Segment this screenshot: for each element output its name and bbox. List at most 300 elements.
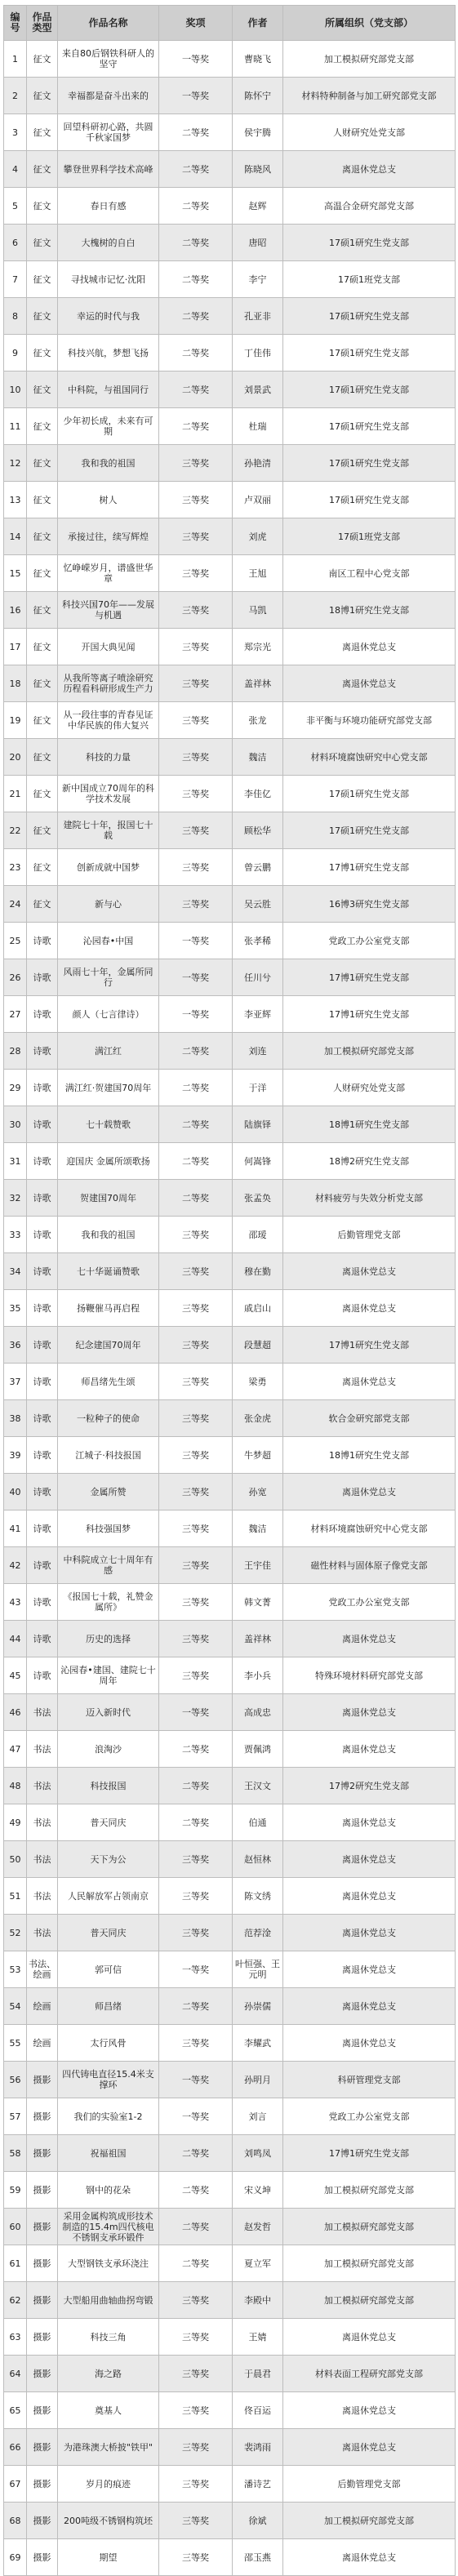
cell-title: 新中国成立70周年的科学技术发展 xyxy=(58,776,159,812)
cell-organization: 人财研究处党支部 xyxy=(283,114,456,151)
cell-number: 50 xyxy=(4,1841,27,1878)
cell-award: 一等奖 xyxy=(159,78,233,114)
cell-award: 三等奖 xyxy=(159,702,233,739)
table-body xyxy=(4,41,456,2576)
cell-category: 征文 xyxy=(27,78,58,114)
cell-title: 新与心 xyxy=(58,886,159,923)
cell-title: 春日有感 xyxy=(58,188,159,225)
cell-author: 张孟奂 xyxy=(233,1180,283,1217)
cell-category: 征文 xyxy=(27,702,58,739)
cell-number: 54 xyxy=(4,1988,27,2025)
cell-author: 李佳亿 xyxy=(233,776,283,812)
cell-number: 23 xyxy=(4,849,27,886)
cell-award: 二等奖 xyxy=(159,1988,233,2025)
cell-organization: 党政工办公室党支部 xyxy=(283,923,456,959)
cell-award: 二等奖 xyxy=(159,371,233,408)
cell-author: 陆旗铎 xyxy=(233,1106,283,1143)
table-row xyxy=(4,151,456,188)
cell-title: 幸运的时代与我 xyxy=(58,298,159,335)
cell-category: 诗歌 xyxy=(27,1070,58,1106)
table-row xyxy=(4,2539,456,2576)
cell-number: 31 xyxy=(4,1143,27,1180)
cell-category: 诗歌 xyxy=(27,1400,58,1437)
cell-category: 诗歌 xyxy=(27,1033,58,1070)
cell-title: 我们的实验室1-2 xyxy=(58,2098,159,2135)
cell-title: 为港珠澳大桥披"铁甲" xyxy=(58,2429,159,2466)
cell-award: 二等奖 xyxy=(159,2245,233,2282)
cell-category: 征文 xyxy=(27,114,58,151)
cell-category: 征文 xyxy=(27,151,58,188)
cell-organization: 18博1研究生党支部 xyxy=(283,1437,456,1474)
cell-author: 张孝稀 xyxy=(233,923,283,959)
cell-number: 41 xyxy=(4,1510,27,1547)
cell-award: 一等奖 xyxy=(159,959,233,996)
cell-award: 二等奖 xyxy=(159,298,233,335)
cell-organization: 离退休党总支 xyxy=(283,1253,456,1290)
cell-award: 三等奖 xyxy=(159,445,233,482)
cell-organization: 17博1研究生党支部 xyxy=(283,1327,456,1364)
cell-author: 郑宗光 xyxy=(233,629,283,665)
cell-category: 征文 xyxy=(27,776,58,812)
table-row xyxy=(4,335,456,371)
cell-organization: 材料疲劳与失效分析党支部 xyxy=(283,1180,456,1217)
cell-number: 67 xyxy=(4,2466,27,2503)
table-row xyxy=(4,1768,456,1804)
cell-title: 人民解放军占领南京 xyxy=(58,1878,159,1915)
cell-award: 二等奖 xyxy=(159,188,233,225)
cell-category: 诗歌 xyxy=(27,1327,58,1364)
cell-award: 二等奖 xyxy=(159,2172,233,2209)
cell-author: 刘虎 xyxy=(233,518,283,555)
header-author: 作者 xyxy=(233,6,283,41)
table-row xyxy=(4,1364,456,1400)
table-row xyxy=(4,849,456,886)
cell-number: 62 xyxy=(4,2282,27,2319)
cell-organization: 南区工程中心党支部 xyxy=(283,555,456,592)
cell-category: 征文 xyxy=(27,335,58,371)
cell-category: 诗歌 xyxy=(27,1510,58,1547)
cell-organization: 离退休党总支 xyxy=(283,2539,456,2576)
cell-author: 何嵩锋 xyxy=(233,1143,283,1180)
cell-number: 40 xyxy=(4,1474,27,1510)
cell-organization: 加工模拟研究部党支部 xyxy=(283,2172,456,2209)
table-row xyxy=(4,1621,456,1657)
cell-award: 三等奖 xyxy=(159,2466,233,2503)
cell-author: 王宇佳 xyxy=(233,1547,283,1584)
cell-author: 赵辉 xyxy=(233,188,283,225)
cell-author: 伯通 xyxy=(233,1804,283,1841)
cell-author: 王汉文 xyxy=(233,1768,283,1804)
cell-title: 一粒种子的使命 xyxy=(58,1400,159,1437)
cell-number: 55 xyxy=(4,2025,27,2062)
cell-award: 二等奖 xyxy=(159,408,233,445)
table-row xyxy=(4,2503,456,2539)
header-title: 作品名称 xyxy=(58,6,159,41)
cell-number: 3 xyxy=(4,114,27,151)
cell-number: 65 xyxy=(4,2392,27,2429)
cell-title: 中科院成立七十周年有感 xyxy=(58,1547,159,1584)
table-row xyxy=(4,1988,456,2025)
cell-award: 二等奖 xyxy=(159,261,233,298)
cell-title: 纪念建国70周年 xyxy=(58,1327,159,1364)
cell-number: 59 xyxy=(4,2172,27,2209)
table-row xyxy=(4,2172,456,2209)
table-row xyxy=(4,2025,456,2062)
cell-number: 9 xyxy=(4,335,27,371)
cell-number: 35 xyxy=(4,1290,27,1327)
cell-category: 征文 xyxy=(27,812,58,849)
cell-award: 三等奖 xyxy=(159,2429,233,2466)
cell-title: 树人 xyxy=(58,482,159,518)
cell-award: 三等奖 xyxy=(159,518,233,555)
cell-award: 一等奖 xyxy=(159,2098,233,2135)
cell-author: 孙艳清 xyxy=(233,445,283,482)
cell-title: 海之路 xyxy=(58,2356,159,2392)
table-row xyxy=(4,78,456,114)
cell-number: 69 xyxy=(4,2539,27,2576)
table-row xyxy=(4,776,456,812)
cell-category: 征文 xyxy=(27,629,58,665)
cell-number: 2 xyxy=(4,78,27,114)
cell-award: 三等奖 xyxy=(159,2503,233,2539)
cell-award: 二等奖 xyxy=(159,1731,233,1768)
cell-category: 征文 xyxy=(27,665,58,702)
table-row xyxy=(4,1915,456,1951)
cell-award: 二等奖 xyxy=(159,335,233,371)
cell-author: 孔亚非 xyxy=(233,298,283,335)
cell-author: 曾云鹏 xyxy=(233,849,283,886)
table-row xyxy=(4,1804,456,1841)
table-row xyxy=(4,371,456,408)
cell-title: 迎国庆 金属所颂歌扬 xyxy=(58,1143,159,1180)
table-row xyxy=(4,1731,456,1768)
cell-award: 二等奖 xyxy=(159,1804,233,1841)
cell-award: 三等奖 xyxy=(159,629,233,665)
cell-category: 摄影 xyxy=(27,2466,58,2503)
cell-author: 陈文绣 xyxy=(233,1878,283,1915)
header-award: 奖项 xyxy=(159,6,233,41)
cell-organization: 党政工办公室党支部 xyxy=(283,2098,456,2135)
table-row xyxy=(4,1510,456,1547)
cell-title: 大槐树的自白 xyxy=(58,225,159,261)
cell-award: 三等奖 xyxy=(159,1841,233,1878)
cell-award: 二等奖 xyxy=(159,1180,233,1217)
cell-category: 摄影 xyxy=(27,2209,58,2245)
cell-title: 攀登世界科学技术高峰 xyxy=(58,151,159,188)
cell-award: 三等奖 xyxy=(159,739,233,776)
cell-title: 贺建国70周年 xyxy=(58,1180,159,1217)
cell-award: 一等奖 xyxy=(159,41,233,78)
cell-organization: 高温合金研究部党支部 xyxy=(283,188,456,225)
cell-number: 24 xyxy=(4,886,27,923)
cell-organization: 离退休党总支 xyxy=(283,629,456,665)
cell-organization: 18博1研究生党支部 xyxy=(283,592,456,629)
cell-author: 张龙 xyxy=(233,702,283,739)
cell-category: 征文 xyxy=(27,482,58,518)
cell-award: 三等奖 xyxy=(159,1327,233,1364)
cell-organization: 离退休党总支 xyxy=(283,1804,456,1841)
cell-category: 征文 xyxy=(27,298,58,335)
cell-award: 三等奖 xyxy=(159,1474,233,1510)
cell-category: 诗歌 xyxy=(27,1437,58,1474)
cell-title: 浪淘沙 xyxy=(58,1731,159,1768)
cell-number: 39 xyxy=(4,1437,27,1474)
table-row xyxy=(4,1033,456,1070)
cell-organization: 离退休党总支 xyxy=(283,1878,456,1915)
cell-author: 顾松华 xyxy=(233,812,283,849)
cell-author: 范荐淦 xyxy=(233,1915,283,1951)
header-category: 作品类型 xyxy=(27,6,58,41)
cell-number: 38 xyxy=(4,1400,27,1437)
cell-organization: 加工模拟研究部党支部 xyxy=(283,1033,456,1070)
cell-title: 科技强国梦 xyxy=(58,1510,159,1547)
cell-title: 来自80后钢铁科研人的坚守 xyxy=(58,41,159,78)
cell-author: 裴鸿雨 xyxy=(233,2429,283,2466)
cell-category: 摄影 xyxy=(27,2062,58,2098)
table-row xyxy=(4,2209,456,2245)
cell-award: 三等奖 xyxy=(159,1915,233,1951)
cell-category: 书法 xyxy=(27,1915,58,1951)
cell-award: 二等奖 xyxy=(159,1070,233,1106)
cell-number: 36 xyxy=(4,1327,27,1364)
cell-category: 摄影 xyxy=(27,2539,58,2576)
cell-title: 从一段往事的青春见证中华民族的伟大复兴 xyxy=(58,702,159,739)
table-row xyxy=(4,2356,456,2392)
cell-title: 科技兴航，梦想飞扬 xyxy=(58,335,159,371)
header-organization: 所属组织（党支部） xyxy=(283,6,456,41)
cell-title: 少年初长成，未来有可期 xyxy=(58,408,159,445)
table-row xyxy=(4,555,456,592)
table-header-row xyxy=(4,6,456,41)
cell-author: 夏立军 xyxy=(233,2245,283,2282)
cell-number: 17 xyxy=(4,629,27,665)
cell-author: 李小兵 xyxy=(233,1657,283,1694)
cell-category: 诗歌 xyxy=(27,1180,58,1217)
cell-number: 46 xyxy=(4,1694,27,1731)
table-row xyxy=(4,923,456,959)
cell-award: 三等奖 xyxy=(159,886,233,923)
cell-award: 三等奖 xyxy=(159,1621,233,1657)
cell-award: 一等奖 xyxy=(159,1694,233,1731)
cell-author: 陈晓风 xyxy=(233,151,283,188)
table-row xyxy=(4,886,456,923)
table-row xyxy=(4,2319,456,2356)
cell-organization: 17硕1研究生党支部 xyxy=(283,776,456,812)
cell-organization: 特殊环境材料研究部党支部 xyxy=(283,1657,456,1694)
cell-category: 诗歌 xyxy=(27,1106,58,1143)
cell-organization: 17硕1班党支部 xyxy=(283,518,456,555)
cell-organization: 科研管理党支部 xyxy=(283,2062,456,2098)
cell-number: 25 xyxy=(4,923,27,959)
cell-organization: 加工模拟研究部党支部 xyxy=(283,2209,456,2245)
cell-category: 书法 xyxy=(27,1841,58,1878)
cell-organization: 离退休党总支 xyxy=(283,1915,456,1951)
cell-author: 于洋 xyxy=(233,1070,283,1106)
cell-title: 太行风骨 xyxy=(58,2025,159,2062)
cell-award: 一等奖 xyxy=(159,923,233,959)
cell-title: 《报国七十载，礼赞金属所》 xyxy=(58,1584,159,1621)
cell-organization: 磁性材料与固体原子像党支部 xyxy=(283,1547,456,1584)
cell-title: 大型钢铁支承环浇注 xyxy=(58,2245,159,2282)
cell-award: 三等奖 xyxy=(159,1400,233,1437)
cell-title: 迈入新时代 xyxy=(58,1694,159,1731)
cell-number: 28 xyxy=(4,1033,27,1070)
cell-category: 摄影 xyxy=(27,2503,58,2539)
table-row xyxy=(4,959,456,996)
table-row xyxy=(4,482,456,518)
cell-author: 盖祥林 xyxy=(233,665,283,702)
cell-author: 段慧超 xyxy=(233,1327,283,1364)
cell-number: 4 xyxy=(4,151,27,188)
cell-author: 刘鸣凤 xyxy=(233,2135,283,2172)
cell-title: 满江红 xyxy=(58,1033,159,1070)
cell-award: 三等奖 xyxy=(159,592,233,629)
cell-category: 书法 xyxy=(27,1878,58,1915)
cell-category: 征文 xyxy=(27,739,58,776)
cell-award: 三等奖 xyxy=(159,2356,233,2392)
cell-author: 戚启山 xyxy=(233,1290,283,1327)
cell-author: 刘景武 xyxy=(233,371,283,408)
cell-author: 丁佳伟 xyxy=(233,335,283,371)
table-row xyxy=(4,1584,456,1621)
cell-category: 摄影 xyxy=(27,2356,58,2392)
cell-category: 诗歌 xyxy=(27,1584,58,1621)
cell-author: 邵玉燕 xyxy=(233,2539,283,2576)
cell-organization: 非平衡与环境功能研究部党支部 xyxy=(283,702,456,739)
cell-author: 卢双丽 xyxy=(233,482,283,518)
cell-number: 33 xyxy=(4,1217,27,1253)
cell-title: 师昌绪 xyxy=(58,1988,159,2025)
cell-title: 沁园春•中国 xyxy=(58,923,159,959)
cell-title: 岁月的痕迹 xyxy=(58,2466,159,2503)
cell-category: 诗歌 xyxy=(27,996,58,1033)
table-row xyxy=(4,2429,456,2466)
cell-number: 6 xyxy=(4,225,27,261)
cell-number: 22 xyxy=(4,812,27,849)
cell-number: 14 xyxy=(4,518,27,555)
cell-title: 我和我的祖国 xyxy=(58,445,159,482)
cell-award: 一等奖 xyxy=(159,2062,233,2098)
table-row xyxy=(4,2392,456,2429)
cell-award: 一等奖 xyxy=(159,996,233,1033)
cell-award: 三等奖 xyxy=(159,2319,233,2356)
cell-award: 二等奖 xyxy=(159,1106,233,1143)
cell-title: 奠基人 xyxy=(58,2392,159,2429)
cell-number: 8 xyxy=(4,298,27,335)
cell-number: 13 xyxy=(4,482,27,518)
cell-category: 诗歌 xyxy=(27,959,58,996)
cell-number: 34 xyxy=(4,1253,27,1290)
cell-organization: 材料环境腐蚀研究中心党支部 xyxy=(283,1510,456,1547)
cell-organization: 离退休党总支 xyxy=(283,665,456,702)
cell-author: 刘连 xyxy=(233,1033,283,1070)
cell-organization: 加工模拟研究部党支部 xyxy=(283,2503,456,2539)
cell-category: 征文 xyxy=(27,555,58,592)
cell-author: 韩文菁 xyxy=(233,1584,283,1621)
cell-category: 诗歌 xyxy=(27,1474,58,1510)
cell-category: 征文 xyxy=(27,592,58,629)
cell-organization: 17硕1研究生党支部 xyxy=(283,335,456,371)
cell-award: 三等奖 xyxy=(159,1547,233,1584)
cell-organization: 软合金研究部党支部 xyxy=(283,1400,456,1437)
cell-category: 征文 xyxy=(27,408,58,445)
cell-award: 三等奖 xyxy=(159,2025,233,2062)
cell-title: 历史的选择 xyxy=(58,1621,159,1657)
table-row xyxy=(4,1547,456,1584)
cell-author: 杜瑞 xyxy=(233,408,283,445)
cell-number: 29 xyxy=(4,1070,27,1106)
cell-author: 高成忠 xyxy=(233,1694,283,1731)
cell-organization: 离退休党总支 xyxy=(283,1731,456,1768)
cell-award: 二等奖 xyxy=(159,151,233,188)
cell-award: 三等奖 xyxy=(159,1437,233,1474)
cell-title: 大型船用曲轴曲拐弯锻 xyxy=(58,2282,159,2319)
table-row xyxy=(4,1400,456,1437)
cell-organization: 18博1研究生党支部 xyxy=(283,1106,456,1143)
cell-title: 建院七十年，报国七十载 xyxy=(58,812,159,849)
cell-organization: 离退休党总支 xyxy=(283,2392,456,2429)
cell-category: 摄影 xyxy=(27,2135,58,2172)
table-row xyxy=(4,188,456,225)
cell-number: 18 xyxy=(4,665,27,702)
cell-number: 20 xyxy=(4,739,27,776)
cell-number: 1 xyxy=(4,41,27,78)
cell-title: 回望科研初心路，共圆千秋家国梦 xyxy=(58,114,159,151)
cell-award: 三等奖 xyxy=(159,482,233,518)
cell-author: 孙崇儒 xyxy=(233,1988,283,2025)
cell-organization: 加工模拟研究部党支部 xyxy=(283,2282,456,2319)
cell-organization: 17硕1研究生党支部 xyxy=(283,298,456,335)
cell-category: 摄影 xyxy=(27,2319,58,2356)
cell-organization: 18博2研究生党支部 xyxy=(283,1143,456,1180)
cell-author: 魏洁 xyxy=(233,739,283,776)
table-row xyxy=(4,41,456,78)
cell-category: 诗歌 xyxy=(27,1657,58,1694)
cell-number: 51 xyxy=(4,1878,27,1915)
cell-category: 诗歌 xyxy=(27,1143,58,1180)
cell-award: 二等奖 xyxy=(159,1033,233,1070)
cell-author: 李耀武 xyxy=(233,2025,283,2062)
cell-organization: 党政工办公室党支部 xyxy=(283,1584,456,1621)
cell-number: 16 xyxy=(4,592,27,629)
cell-award: 一等奖 xyxy=(159,1951,233,1988)
cell-award: 三等奖 xyxy=(159,1657,233,1694)
table-row xyxy=(4,629,456,665)
cell-category: 诗歌 xyxy=(27,923,58,959)
cell-title: 科技报国 xyxy=(58,1768,159,1804)
cell-title: 科技兴国70年——发展与机遇 xyxy=(58,592,159,629)
table-row xyxy=(4,2245,456,2282)
cell-author: 唐昭 xyxy=(233,225,283,261)
cell-author: 盖祥林 xyxy=(233,1621,283,1657)
cell-category: 诗歌 xyxy=(27,1290,58,1327)
cell-category: 诗歌 xyxy=(27,1547,58,1584)
table-row xyxy=(4,1253,456,1290)
table-row xyxy=(4,518,456,555)
cell-title: 我和我的祖国 xyxy=(58,1217,159,1253)
cell-title: 钢中的花朵 xyxy=(58,2172,159,2209)
cell-organization: 17博1研究生党支部 xyxy=(283,959,456,996)
cell-author: 宋义坤 xyxy=(233,2172,283,2209)
cell-number: 42 xyxy=(4,1547,27,1584)
table-row xyxy=(4,2282,456,2319)
cell-award: 三等奖 xyxy=(159,2392,233,2429)
cell-author: 赵发哲 xyxy=(233,2209,283,2245)
cell-number: 10 xyxy=(4,371,27,408)
cell-author: 叶恒强、王元明 xyxy=(233,1951,283,1988)
table-row xyxy=(4,1070,456,1106)
cell-number: 21 xyxy=(4,776,27,812)
